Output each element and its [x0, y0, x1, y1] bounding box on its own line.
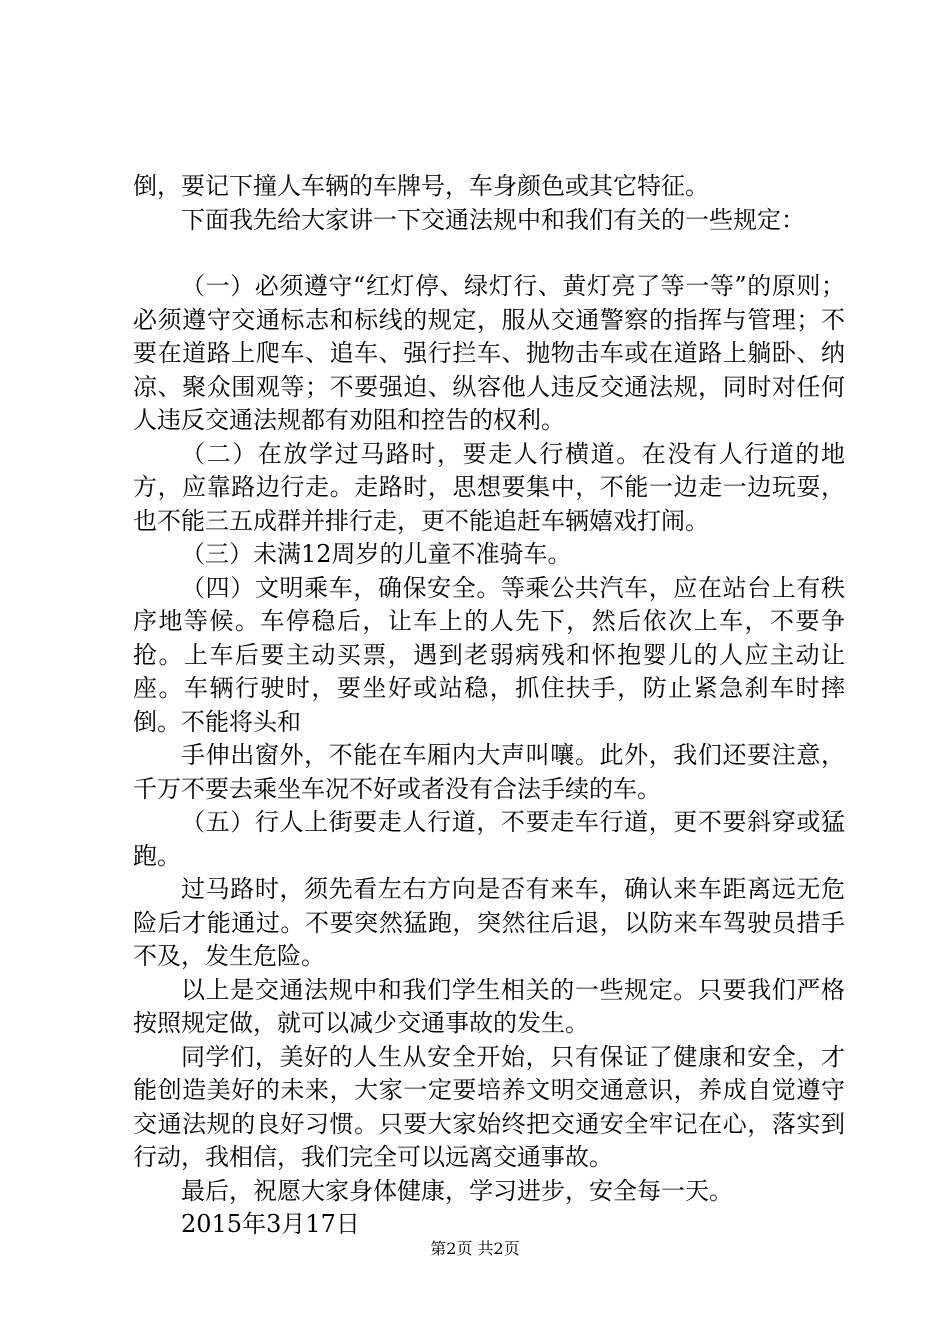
paragraph-rule-1: （一）必须遵守“红灯停、绿灯行、黄灯亮了等一等”的原则；必须遵守交通标志和标线的规定，服从交通警察的指挥与管理；不要在道路上爬车、追车、强行拦车、抛物击车或在道路上躺卧、纳凉、聚众围观等；不要强迫、纵容他人违反交通法规，同时对任何人违反交通法规都有劝阻和控告的权利。 [133, 272, 845, 434]
document-body [133, 170, 845, 1242]
document-date: 2015年3月17日 [181, 1210, 360, 1238]
paragraph-crossing: 过马路时，须先看左右方向是否有来车，确认来车距离远无危险后才能通过。不要突然猛跑，突然往后退，以防来车驾驶员措手不及，发生危险。 [133, 875, 845, 970]
page-number-label: 第2页 共2页 [430, 1239, 520, 1258]
paragraph-rule-4: （四）文明乘车，确保安全。等乘公共汽车，应在站台上有秩序地等候。车停稳后，让车上的人先下，然后依次上车，不要争抢。上车后要主动买票，遇到老弱病残和怀抱婴儿的人应主动让座。车辆行驶时，要坐好或站稳，抓住扶手，防止紧急刹车时摔倒。不能将头和 [133, 573, 845, 736]
paragraph-rule-3: （三）未满12周岁的儿童不准骑车。 [181, 540, 572, 568]
page-footer [0, 1238, 950, 1260]
paragraph-rule-2: （二）在放学过马路时，要走人行横道。在没有人行道的地方，应靠路边行走。走路时，思想要集中，不能一边走一边玩耍，也不能三五成群并排行走，更不能追赶车辆嬉戏打闹。 [133, 439, 845, 535]
paragraph-appeal: 同学们，美好的人生从安全开始，只有保证了健康和安全，才能创造美好的未来，大家一定要培养文明交通意识，养成自觉遵守交通法规的良好习惯。只要大家始终把交通安全牢记在心，落实到行动，我相信，我们完全可以远离交通事故。 [133, 1042, 845, 1171]
paragraph-intro: 下面我先给大家讲一下交通法规中和我们有关的一些规定： [181, 205, 805, 234]
paragraph-rule-4-continued: 手伸出窗外，不能在车厢内大声叫嚷。此外，我们还要注意，千万不要去乘坐车况不好或者没有合法手续的车。 [133, 741, 845, 803]
paragraph-rule-5: （五）行人上街要走人行道，不要走车行道，更不要斜穿或猛跑。 [133, 808, 845, 870]
paragraph-continuation: 倒，要记下撞人车辆的车牌号，车身颜色或其它特征。 [133, 172, 709, 200]
paragraph-closing: 最后，祝愿大家身体健康，学习进步，安全每一天。 [181, 1176, 733, 1205]
paragraph-summary: 以上是交通法规中和我们学生相关的一些规定。只要我们严格按照规定做，就可以减少交通事故的发生。 [133, 975, 845, 1037]
